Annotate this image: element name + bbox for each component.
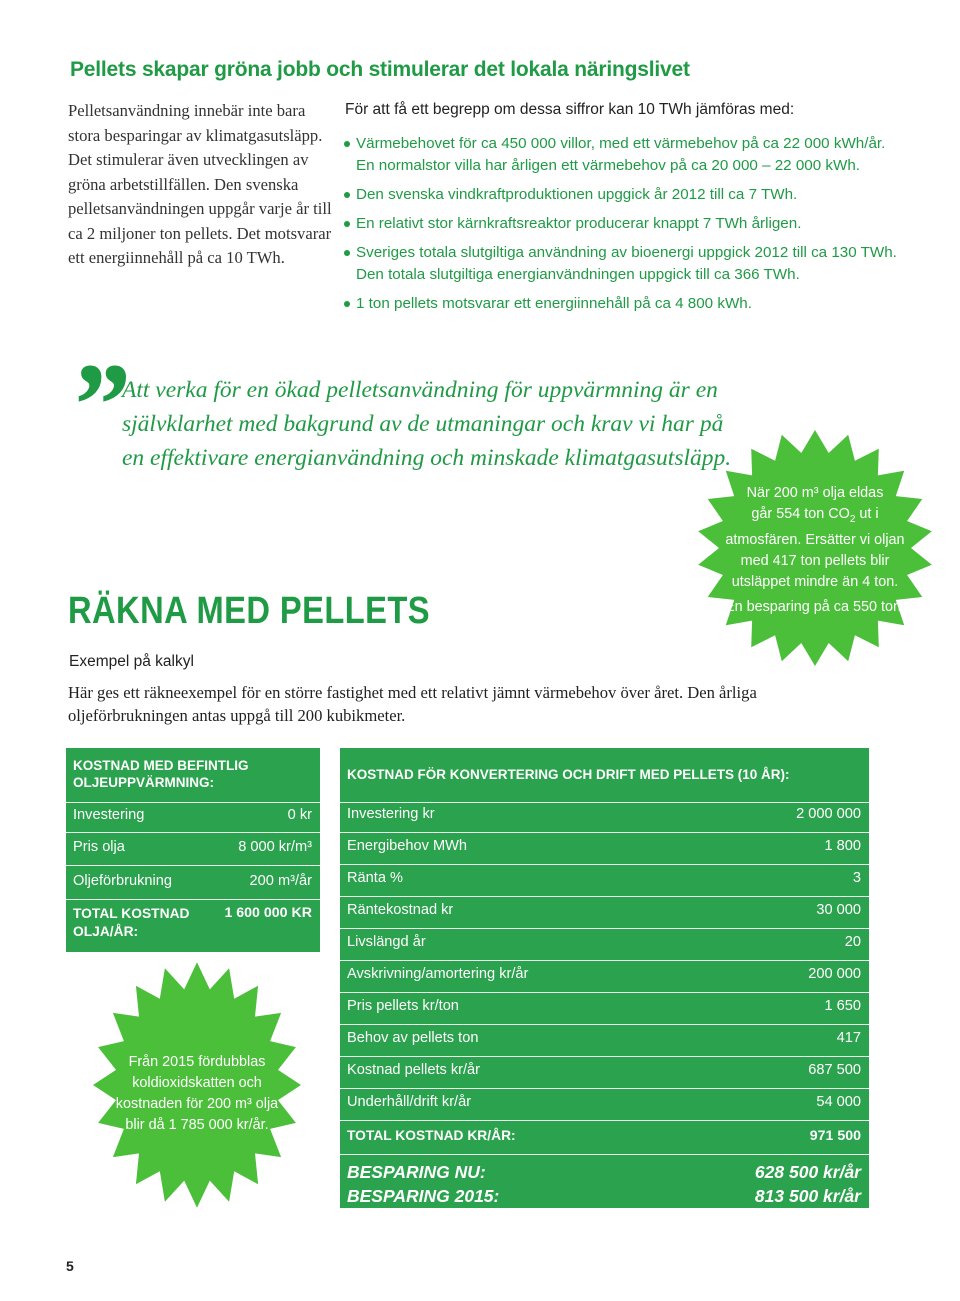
row-label: Oljeförbrukning: [73, 873, 172, 889]
section-subheading: Exempel på kalkyl: [69, 653, 194, 670]
oil-cost-table: [66, 748, 320, 952]
list-item-line: En normalstor villa har årligen ett värmebehov på ca 20 000 – 22 000 kWh.: [356, 157, 860, 174]
badge-line: En besparing på ca 550 ton!: [724, 598, 906, 615]
row-label: Räntekostnad kr: [347, 902, 454, 918]
divider: [340, 864, 869, 865]
divider: [340, 1088, 869, 1089]
list-item-line: En relativt stor kärnkraftsreaktor producerar knappt 7 TWh årligen.: [356, 215, 802, 232]
divider: [66, 865, 320, 866]
row-label: Investering: [73, 807, 145, 823]
row-label: Pris pellets kr/ton: [347, 998, 459, 1014]
savings-value: 628 500 kr/år: [754, 1162, 861, 1182]
row-value: 30 000: [816, 902, 861, 918]
divider: [340, 1120, 869, 1121]
row-label: Behov av pellets ton: [347, 1030, 479, 1046]
comparison-list: [344, 133, 924, 322]
divider: [66, 832, 320, 833]
row-value: 200 m³/år: [249, 873, 312, 889]
co2-starburst-badge: [695, 428, 935, 668]
divider: [340, 802, 869, 803]
badge-text: [715, 483, 915, 618]
divider: [340, 1024, 869, 1025]
list-item: [344, 213, 924, 235]
badge-text: Från 2015 fördubblas koldioxidskatten och kostnaden för 200 m³ olja blir då 1 785 000 kr/år.: [115, 1054, 279, 1133]
savings-value: 813 500 kr/år: [754, 1186, 861, 1206]
divider: [340, 896, 869, 897]
page-number: 5: [66, 1258, 74, 1274]
row-label: Investering kr: [347, 806, 435, 822]
row-label: Energibehov MWh: [347, 838, 468, 854]
total-value: 1 600 000 KR: [224, 905, 312, 921]
row-value: 687 500: [808, 1062, 861, 1078]
quote-mark-icon: ”: [68, 338, 128, 471]
section-heading: RÄKNA MED PELLETS: [68, 590, 430, 632]
divider: [340, 960, 869, 961]
total-value: 971 500: [809, 1128, 861, 1144]
row-value: 1 800: [824, 838, 861, 854]
list-item: [344, 184, 924, 206]
divider: [66, 899, 320, 900]
row-value: 0 kr: [287, 807, 312, 823]
divider: [340, 928, 869, 929]
comparison-heading: För att få ett begrepp om dessa siffror kan 10 TWh jämföras med:: [345, 101, 795, 118]
list-item-line: 1 ton pellets motsvarar ett energiinnehåll på ca 4 800 kWh.: [356, 295, 752, 312]
divider: [340, 1154, 869, 1155]
list-item: [344, 242, 924, 286]
page-title: Pellets skapar gröna jobb och stimulerar det lokala näringslivet: [70, 58, 690, 81]
savings-label: BESPARING NU:: [347, 1162, 486, 1182]
row-value: 8 000 kr/m³: [238, 839, 312, 855]
badge-line: När 200 m³ olja eldas: [746, 485, 884, 501]
row-value: 200 000: [808, 966, 861, 982]
divider: [66, 802, 320, 803]
tax-starburst-badge: [92, 960, 302, 1210]
row-label: Pris olja: [73, 839, 125, 855]
badge-line: går 554 ton $CO_2$ ut i: [751, 506, 879, 525]
row-value: 1 650: [824, 998, 861, 1014]
row-label: Avskrivning/amortering kr/år: [347, 966, 529, 982]
table-header: KOSTNAD FÖR KONVERTERING OCH DRIFT MED PELLETS (10 ÅR):: [347, 767, 790, 782]
savings-label: BESPARING 2015:: [347, 1186, 500, 1206]
example-paragraph: Här ges ett räkneexempel för en större fastighet med ett relativt jämnt värmebehov över året. Den årliga oljeförbrukningen antas uppgå till 200 kubikmeter.: [68, 683, 757, 725]
pull-quote: Att verka för en ökad pelletsanvändning för uppvärmning är en självklarhet med bakgrund av de utmaningar och krav vi har på en effektivare energianvändning och minskade klimatgasutsläpp.: [122, 377, 732, 471]
list-item: [344, 293, 924, 315]
total-label: TOTAL KOSTNAD KR/ÅR:: [347, 1128, 516, 1143]
divider: [340, 832, 869, 833]
total-label: TOTAL KOSTNAD OLJA/ÅR:: [73, 906, 190, 939]
table-header: KOSTNAD MED BEFINTLIG OLJEUPPVÄRMNING:: [73, 758, 249, 790]
row-label: Kostnad pellets kr/år: [347, 1062, 481, 1078]
pellets-cost-table: [340, 748, 869, 1208]
list-item: [344, 133, 924, 177]
row-label: Ränta %: [347, 870, 403, 886]
row-value: 2 000 000: [796, 806, 861, 822]
list-item-line: Den totala slutgiltiga energianvändningen uppgick till ca 366 TWh.: [356, 266, 800, 283]
row-label: Underhåll/drift kr/år: [347, 1094, 472, 1110]
row-value: 417: [836, 1030, 861, 1046]
divider: [340, 992, 869, 993]
list-item-line: Sveriges totala slutgiltiga användning av bioenergi uppgick 2012 till ca 130 TWh.: [356, 244, 897, 261]
row-label: Livslängd år: [347, 934, 426, 950]
list-item-line: Den svenska vindkraftproduktionen upggick år 2012 till ca 7 TWh.: [356, 186, 798, 203]
row-value: 3: [852, 870, 861, 886]
list-item-line: Värmebehovet för ca 450 000 villor, med ett värmebehov på ca 22 000 kWh/år.: [356, 135, 886, 152]
badge-line: atmosfären. Ersätter vi oljan med 417 ton pellets blir utsläppet mindre än 4 ton.: [725, 531, 905, 590]
row-value: 20: [844, 934, 861, 950]
divider: [340, 1056, 869, 1057]
row-value: 54 000: [816, 1094, 861, 1110]
intro-paragraph: Pelletsanvändning innebär inte bara stora besparingar av klimatgasutsläpp. Det stimulerar även utvecklingen av gröna arbetstillfällen. Den svenska pelletsanvändningen uppgår varje år till ca 2 miljoner ton pellets. Det motsvarar ett energiinnehåll på ca 10 TWh.: [68, 101, 332, 267]
